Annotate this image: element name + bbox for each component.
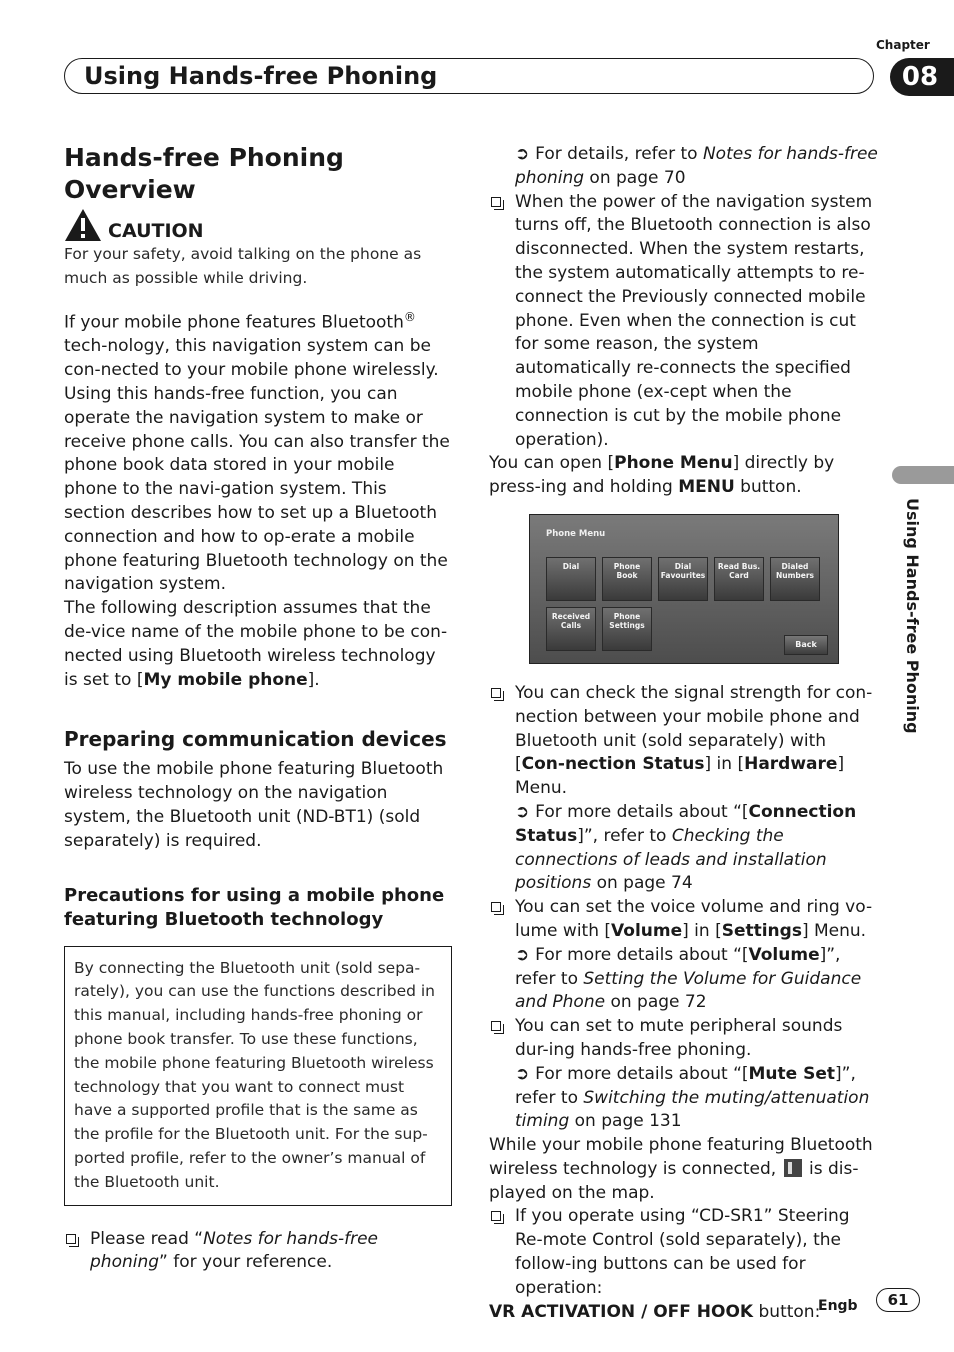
power-text: When the power of the navigation system turns off, the Bluetooth connection is also disconnected. When the system restarts, the system automatically attempts to re-connect the Previously connected mobile phone. Even when the connection is cut for some reason, the system automatically re-connects the specified mobile phone (ex-cept when the connection is cut by the mobile phone operation). [515, 191, 873, 450]
chapter-number-badge: 08 [890, 58, 954, 96]
caution-text: For your safety, avoid talking on the phone as much as possible while driving. [64, 245, 422, 287]
phone-menu-screenshot [529, 514, 839, 664]
note-box-text: By connecting the Bluetooth unit (sold sepa-rately), you can use the functions described in this manual, including hands-free phoning or phone book transfer. To use these functions, the mobile phone featuring Bluetooth wireless technology that you want to connect must have a supported profile that is the same as the profile for the Bluetooth unit. For the sup-ported profile, refer to the owner’s manual of the Bluetooth unit. [74, 958, 436, 1191]
intro-paragraph [64, 306, 452, 597]
ref2-bold: Connection Status [515, 801, 857, 846]
hardware-label: Hardware [744, 754, 838, 775]
menu-button-label: MENU [678, 477, 735, 498]
ref4-text-2: ]”, refer to [515, 1063, 856, 1108]
ref1-text-1: For details, refer to [535, 144, 703, 164]
ref3-bold: Volume [748, 944, 820, 965]
note-box [64, 946, 452, 1206]
reference-item [489, 801, 879, 896]
checkbox-bullet-icon [491, 902, 501, 912]
arrow-icon: ➲ [515, 1063, 536, 1084]
ref2-link: Checking the connections of leads and installation positions [515, 825, 827, 894]
checkbox-bullet-icon [66, 1234, 76, 1244]
ref3-text-2: ]”, refer to [515, 944, 841, 989]
bluetooth-status-icon [784, 1159, 802, 1177]
list-item [489, 1015, 879, 1063]
connection-status-label: Con-nection Status [521, 754, 705, 775]
arrow-icon: ➲ [515, 144, 536, 164]
reference-item [489, 1063, 879, 1134]
assume-text-1: The following description assumes that the de-vice name of the mobile phone to be con-nected using Bluetooth wireless technology is set to [ [64, 598, 448, 690]
please-ref: Notes for hands-free phoning [90, 1228, 379, 1273]
preparing-text: To use the mobile phone featuring Bluetooth wireless technology on the navigation system, the Bluetooth unit (ND-BT1) (sold separately) is required. [64, 759, 444, 851]
checkbox-bullet-icon [491, 1021, 501, 1031]
signal-text-3: ] Menu. [515, 754, 845, 799]
open-menu-paragraph [489, 452, 879, 500]
intro-text-1: If your mobile phone features Bluetooth [64, 312, 404, 333]
signal-text-1: You can check the signal strength for con-nection between your mobile phone and Bluetooth unit (sold separately) with [ [515, 682, 873, 775]
intro-text-2: tech-nology, this navigation system can be con-nected to your mobile phone wirelessly. Using this hands-free function, you can operate the navigation system to make or receive phone calls. You can also transfer the phone book data stored in your mobile phone to the navi-gation system. This section describes how to set up a Bluetooth connection and how to op-erate a mobile phone featuring Bluetooth technology on the navigation system. [64, 336, 450, 595]
please-text-2: ” for your reference. [159, 1252, 333, 1273]
screen-dialed-numbers-button: Dialed Numbers [770, 557, 820, 601]
assume-text-2: ]. [307, 669, 320, 690]
volume-label: Volume [611, 920, 683, 941]
connected-text-1: While your mobile phone featuring Bluetooth wireless technology is connected, [489, 1135, 873, 1179]
screen-dial-favourites-button: Dial Favourites [658, 557, 708, 601]
volume-text-1: You can set the voice volume and ring vo-lume with [ [515, 897, 873, 941]
list-item [489, 1205, 879, 1300]
checkbox-bullet-icon [491, 688, 501, 698]
settings-label: Settings [721, 920, 802, 941]
registered-mark: ® [403, 310, 416, 324]
connected-text-2: is dis-played on the map. [489, 1158, 859, 1203]
ref4-link: Switching the muting/attenuation timing [515, 1087, 870, 1132]
signal-text-2: ] in [ [704, 754, 745, 775]
volume-text-3: ] Menu. [801, 920, 867, 941]
device-name: My mobile phone [143, 669, 308, 690]
ref4-text-1: For more details about “[ [535, 1063, 749, 1084]
arrow-icon: ➲ [515, 801, 536, 822]
screen-dial-button: Dial [546, 557, 596, 601]
list-item [489, 191, 879, 453]
list-item [64, 1228, 452, 1276]
vr-activation-label: VR ACTIVATION / OFF HOOK [489, 1301, 754, 1322]
page-number: 61 [876, 1288, 920, 1312]
ref2-text-2: ]”, refer to [577, 825, 672, 846]
screen-phone-settings-button: Phone Settings [602, 607, 652, 651]
preparing-title: Preparing communication devices [64, 727, 447, 752]
caution-heading [64, 206, 452, 242]
side-label: Using Hands-free Phoning [903, 498, 922, 734]
ref4-bold: Mute Set [748, 1063, 836, 1084]
left-column [64, 142, 452, 1275]
screen-read-bus-card-button: Read Bus. Card [714, 557, 764, 601]
connected-paragraph [489, 1134, 879, 1205]
ref1-link: Notes for hands-free phoning [515, 144, 878, 188]
chapter-title: Using Hands-free Phoning [84, 62, 438, 90]
please-text-1: Please read “ [90, 1228, 204, 1249]
section-title: Hands-free Phoning Overview [64, 143, 344, 204]
reference-item [489, 944, 879, 1015]
side-tab [892, 466, 954, 484]
vr-text: button: [753, 1301, 821, 1322]
list-item [489, 682, 879, 801]
ref1-text-2: on page 70 [584, 167, 686, 188]
precautions-title: Precautions for using a mobile phone featuring Bluetooth technology [64, 884, 445, 930]
checkbox-bullet-icon [491, 1211, 501, 1221]
screen-back-button: Back [784, 635, 828, 655]
open-text-1: You can open [ [489, 453, 615, 474]
warning-icon [64, 208, 102, 242]
reference-item [489, 143, 879, 191]
mute-text: You can set to mute peripheral sounds dur-ing hands-free phoning. [515, 1016, 843, 1060]
ref2-text-1: For more details about “[ [535, 801, 749, 822]
phone-menu-label: Phone Menu [614, 453, 733, 474]
screen-phone-book-button: Phone Book [602, 557, 652, 601]
caution-label: CAUTION [108, 220, 204, 242]
screen-received-calls-button: Received Calls [546, 607, 596, 651]
right-column [489, 143, 879, 1324]
ref4-text-3: on page 131 [569, 1111, 682, 1132]
ref3-text-1: For more details about “[ [535, 944, 749, 965]
open-text-2: ] directly by press-ing and holding [489, 453, 835, 498]
ref3-text-3: on page 72 [605, 992, 707, 1013]
open-text-3: button. [734, 477, 802, 498]
ref2-text-3: on page 74 [591, 873, 693, 894]
screen-title: Phone Menu [546, 528, 606, 539]
language-label: Engb [818, 1298, 858, 1314]
list-item [489, 896, 879, 944]
chapter-label: Chapter [876, 38, 930, 52]
assumption-paragraph [64, 597, 452, 692]
ref3-link: Setting the Volume for Guidance and Phone [515, 968, 862, 1013]
sr1-text: If you operate using “CD-SR1” Steering Re-mote Control (sold separately), the follow-ing buttons can be used for operation: [515, 1206, 850, 1298]
checkbox-bullet-icon [491, 197, 501, 207]
volume-text-2: ] in [ [682, 920, 722, 941]
arrow-icon: ➲ [515, 944, 536, 965]
